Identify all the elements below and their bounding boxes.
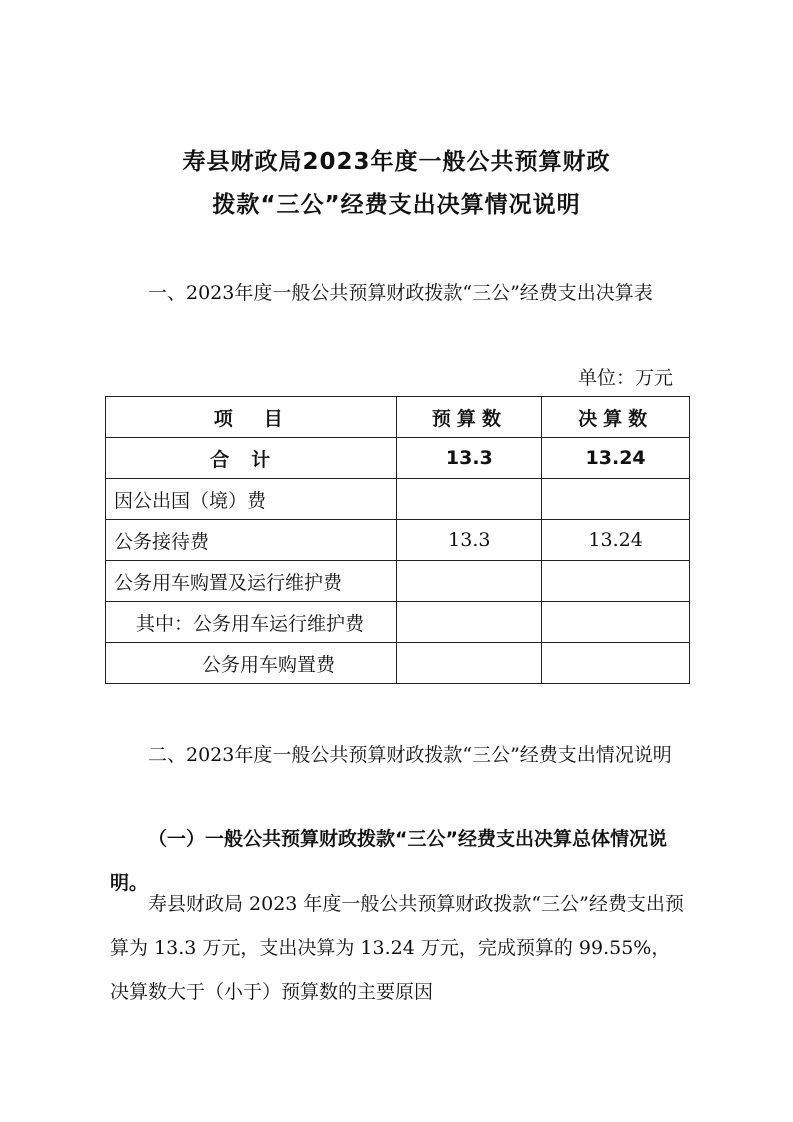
- row-actual: [542, 479, 690, 520]
- row-actual: [542, 602, 690, 643]
- section-2-subheading: （一）一般公共预算财政拨款“三公”经费支出决算总体情况说明。: [110, 828, 667, 894]
- table-row: [106, 602, 690, 643]
- row-budget: [397, 561, 542, 602]
- row-budget: 13.3: [397, 520, 542, 561]
- document-title-line-1: 寿县财政局2023年度一般公共预算财政: [182, 149, 611, 175]
- header-actual: 决算数: [542, 397, 690, 438]
- row-actual: [542, 561, 690, 602]
- total-label: 合计: [106, 438, 397, 479]
- table-row: [106, 479, 690, 520]
- unit-label: 单位：万元: [577, 367, 673, 389]
- row-actual: [542, 643, 690, 684]
- row-budget: [397, 602, 542, 643]
- header-budget: 预算数: [397, 397, 542, 438]
- row-item: 公务接待费: [106, 520, 397, 561]
- section-2-body: 寿县财政局 2023 年度一般公共预算财政拨款“三公”经费支出预算为 13.3 万元，支出决算为 13.24 万元，完成预算的 99.55%，决算数大于（小于）预算数的主要原因: [110, 893, 684, 1003]
- row-budget: [397, 479, 542, 520]
- table-row: [106, 561, 690, 602]
- row-budget: [397, 643, 542, 684]
- row-item: 公务用车购置费: [106, 643, 397, 684]
- table-row: [106, 643, 690, 684]
- section-2-heading: 二、2023年度一般公共预算财政拨款“三公”经费支出情况说明: [148, 744, 672, 766]
- row-actual: 13.24: [542, 520, 690, 561]
- total-budget: 13.3: [397, 438, 542, 479]
- total-actual: 13.24: [542, 438, 690, 479]
- table-total-row: [106, 438, 690, 479]
- three-public-expenses-table: [105, 396, 690, 684]
- table-row: [106, 520, 690, 561]
- header-item: 项 目: [106, 397, 397, 438]
- section-1-heading: 一、2023年度一般公共预算财政拨款“三公”经费支出决算表: [148, 282, 653, 304]
- row-item: 其中：公务用车运行维护费: [106, 602, 397, 643]
- document-title-line-2: 拨款“三公”经费支出决算情况说明: [212, 192, 581, 218]
- row-item: 因公出国（境）费: [106, 479, 397, 520]
- row-item: 公务用车购置及运行维护费: [106, 561, 397, 602]
- table-header-row: [106, 397, 690, 438]
